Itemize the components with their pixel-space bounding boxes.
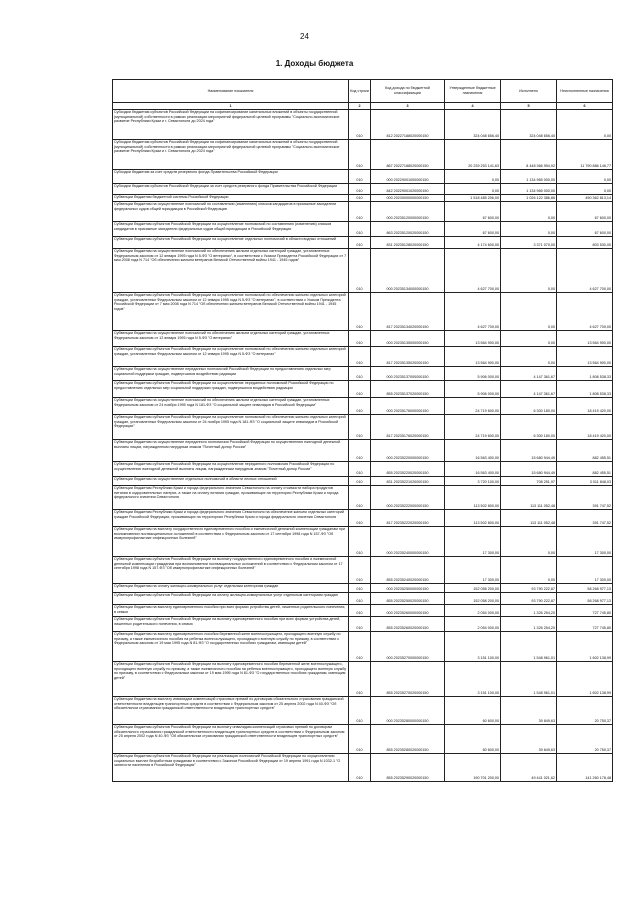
row-name-cell: Субсидии бюджетам субъектов Российской Федерации на софинансирование капитальных вложений в объекты государственной (муниципальной) собственности в рамках реализации мероприятий федеральной целевой программы "Социально-экономическое развитие Республики Крым и г. Севастополя до 2024 года" [113,110,349,140]
table-row [113,237,613,249]
row-code-cell: 010 [349,440,371,462]
row-left-cell: 58 268 977,13 [557,593,613,605]
row-left-cell: 727 745,80 [557,617,613,632]
row-code-cell: 010 [349,725,371,754]
table-row [113,222,613,237]
row-kbk-cell: 000 20235135000000150 [371,331,445,347]
row-code-cell: 010 [349,237,371,249]
row-done-cell: 0,00 [501,347,557,367]
row-kbk-cell: 000 20235260000000150 [371,605,445,617]
row-approved-cell: 113 502 800,00 [445,510,501,527]
table-row [113,195,613,202]
row-name-cell: Субвенции бюджетам субъектов Российской Федерации на выплату единовременного пособия беременной жене военнослужащего, проходящего военную службу по призыву, а также ежемесячного пособия на ребенка военнослужащего, проходящего военную службу по призыву, в соответствии с Федеральным законом от 19 мая 1995 года N 81-ФЗ "О государственных пособиях гражданам, имеющим детей" [113,662,349,697]
row-approved-cell: 17 300,00 [445,527,501,557]
row-name-cell: Субвенции бюджетам на выплату государственного единовременного пособия и ежемесячной денежной компенсации гражданам при возникновении поствакцинальных осложнений в соответствии с Федеральным законом от 17 сентября 1998 года N 157-ФЗ "Об иммунопрофилактике инфекционных болезней" [113,527,349,557]
row-done-cell: 39 849,63 [501,725,557,754]
header-left: Неисполненные назначения [557,80,613,103]
row-name-cell: Субсидии бюджетам за счет средств резервного фонда Правительства Российской Федерации [113,170,349,184]
table-row [113,202,613,222]
row-code-cell: 010 [349,486,371,510]
row-name-cell: Субвенции бюджетам субъектов Российской Федерации на выплату инвалидам компенсаций страховых премий по договорам обязательного страхования гражданской ответственности владельцев транспортных средств в соответствии с Федеральным законом от 25 апреля 2002 года N 40-ФЗ "Об обязательном страховании гражданской ответственности владельцев транспортных средств" [113,725,349,754]
row-kbk-cell: 855 20235280020000150 [371,725,445,754]
table-row [113,697,613,725]
row-code-cell: 010 [349,249,371,293]
row-approved-cell: 2 054 000,00 [445,617,501,632]
row-name-cell: Субвенции бюджетам субъектов Российской Федерации на осуществление переданного полномочия Российской Федерации по осуществлению ежегодной денежной выплаты лицам, награжденным нагрудным знаком "Почетный донор России" [113,462,349,477]
row-left-cell: 67 600,00 [557,202,613,222]
row-kbk-cell: 000 20235240000000150 [371,527,445,557]
row-code-cell: 010 [349,632,371,662]
row-kbk-cell: 000 20235280000000150 [371,697,445,725]
row-code-cell: 010 [349,593,371,605]
row-left-cell: 13 564 900,00 [557,347,613,367]
column-number: 3 [371,103,445,110]
row-name-cell: Субвенции бюджетам субъектов Российской Федерации на осуществление отдельных полномочий в области водных отношений [113,237,349,249]
row-done-cell: 708 251,97 [501,477,557,486]
row-left-cell: 1 602 138,99 [557,632,613,662]
column-number: 1 [113,103,349,110]
row-approved-cell: 13 564 900,00 [445,347,501,367]
row-left-cell: 20 750,37 [557,697,613,725]
header-done: Исполнено [501,80,557,103]
header-name: Наименование показателя [113,80,349,103]
row-done-cell: 8 448 366 994,92 [501,140,557,170]
row-done-cell: 0,00 [501,331,557,347]
income-table [112,79,613,782]
row-code-cell: 010 [349,557,371,584]
row-done-cell: 0,00 [501,557,557,584]
row-code-cell: 010 [349,527,371,557]
row-kbk-cell: 842 20229001020000150 [371,184,445,195]
row-done-cell: 1 026 122 386,86 [501,195,557,202]
row-code-cell: 010 [349,293,371,331]
table-row [113,249,613,293]
table-row [113,632,613,662]
row-kbk-cell: 855 20235260020000150 [371,617,445,632]
row-kbk-cell: 000 20235120000000150 [371,202,445,222]
row-code-cell: 010 [349,510,371,527]
row-code-cell: 010 [349,195,371,202]
row-done-cell: 113 111 052,48 [501,486,557,510]
row-left-cell: 391 747,52 [557,486,613,510]
row-left-cell: 0,00 [557,110,613,140]
row-name-cell: Субвенции бюджетам субъектов Российской Федерации на осуществление полномочий по обеспечению жильем отдельных категорий граждан, установленных Федеральным законом от 12 января 1995 года N 5-ФЗ "О ветеранах", в соответствии с Указом Президента Российской Федерации от 7 мая 2008 года N 714 "Об обеспечении жильем ветеранов Великой Отечественной войны 1941 - 1945 годов" [113,293,349,331]
header-code: Код строки [349,80,371,103]
table-row [113,367,613,381]
row-name-cell: Субвенции бюджетам на выплату единовременного пособия беременной жене военнослужащего, проходящего военную службу по призыву, а также ежемесячного пособия на ребенка военнослужащего, проходящего военную службу по призыву, в соответствии с Федеральным законом от 19 мая 1995 года N 81-ФЗ "О государственных пособиях гражданам, имеющим детей" [113,632,349,662]
row-name-cell: Субвенции бюджетам бюджетной системы Российской Федерации [113,195,349,202]
row-code-cell: 010 [349,462,371,477]
row-approved-cell: 3 151 100,00 [445,662,501,697]
table-row [113,510,613,527]
row-code-cell: 010 [349,398,371,415]
row-name-cell: Субсидии бюджетам субъектов Российской Федерации за счет средств резервного фонда Правительства Российской Федерации [113,184,349,195]
table-row [113,617,613,632]
row-kbk-cell: 855 20235250020000150 [371,593,445,605]
row-name-cell: Субвенции бюджетам Республики Крым и города федерального значения Севастополя на оплату стоимости набора продуктов питания в оздоровительных лагерях, а также на оплату питания граждан, проживающих на территории Республики Крым и города федерального значения Севастополя [113,486,349,510]
row-code-cell: 010 [349,415,371,440]
table-body [113,110,613,782]
row-code-cell: 010 [349,110,371,140]
row-approved-cell: 324 048 656,40 [445,110,501,140]
table-row [113,662,613,697]
row-left-cell: 1 602 138,99 [557,662,613,697]
table-row [113,184,613,195]
row-approved-cell: 24 719 600,00 [445,398,501,415]
row-approved-cell: 0,00 [445,170,501,184]
table-row [113,593,613,605]
row-approved-cell: 16 563 400,00 [445,462,501,477]
page-number: 24 [300,32,309,41]
row-approved-cell: 0,00 [445,184,501,195]
row-kbk-cell: 000 20235220000000150 [371,440,445,462]
row-approved-cell: 16 563 400,00 [445,440,501,462]
header-row [113,80,613,103]
table-row [113,557,613,584]
row-name-cell: Субвенции бюджетам субъектов Российской Федерации на осуществление полномочий по составлению (изменению) списков кандидатов в присяжные заседатели федеральных судов общей юрисдикции в Российской Федерации [113,222,349,237]
page-title: 1. Доходы бюджета [275,59,354,68]
column-number: 2 [349,103,371,110]
column-number: 5 [501,103,557,110]
row-code-cell: 010 [349,202,371,222]
row-kbk-cell: 000 20229001000000150 [371,170,445,184]
table-row [113,415,613,440]
table-row [113,381,613,398]
row-left-cell: 141 260 178,48 [557,754,613,782]
table-row [113,754,613,782]
row-name-cell: Субвенции бюджетам субъектов Российской Федерации на выплату единовременного пособия при всех формах устройства детей, лишенных родительского попечения, в семью [113,617,349,632]
row-left-cell: 803 530,00 [557,237,613,249]
row-code-cell: 010 [349,662,371,697]
row-left-cell: 4 627 700,00 [557,293,613,331]
row-left-cell: 4 627 700,00 [557,249,613,293]
row-name-cell: Субвенции бюджетам субъектов Российской Федерации на осуществление полномочий по обеспечению жильем отдельных категорий граждан, установленных Федеральным законом от 24 ноября 1995 года N 181-ФЗ "О социальной защите инвалидов в Российской Федерации" [113,415,349,440]
row-kbk-cell: 000 20235270000000150 [371,632,445,662]
row-name-cell: Субвенции бюджетам субъектов Российской Федерации на оплату жилищно-коммунальных услуг отдельным категориям граждан [113,593,349,605]
row-kbk-cell: 817 20235134020000150 [371,293,445,331]
row-code-cell: 010 [349,331,371,347]
row-left-cell: 391 747,52 [557,510,613,527]
row-kbk-cell: 000 20235176000000150 [371,398,445,415]
row-left-cell: 17 300,00 [557,527,613,557]
table-row [113,140,613,170]
row-done-cell: 0,00 [501,249,557,293]
row-approved-cell: 24 719 600,00 [445,415,501,440]
row-done-cell: 0,00 [501,222,557,237]
table-row [113,725,613,754]
row-kbk-cell: 000 20235250000000150 [371,584,445,593]
row-approved-cell: 152 058 200,00 [445,593,501,605]
row-done-cell: 113 111 052,48 [501,510,557,527]
header-approved: Утвержденные бюджетные назначения [445,80,501,103]
row-code-cell: 010 [349,584,371,593]
row-done-cell: 6 300 180,00 [501,415,557,440]
row-left-cell: 67 600,00 [557,222,613,237]
table-row [113,605,613,617]
row-kbk-cell: 000 20230000000000150 [371,195,445,202]
row-code-cell: 010 [349,754,371,782]
row-name-cell: Субвенции бюджетам на осуществление отдельных полномочий в области лесных отношений [113,477,349,486]
row-name-cell: Субвенции бюджетам на осуществление полномочий по обеспечению жильем отдельных категорий граждан, установленных Федеральным законом от 12 января 1995 года N 5-ФЗ "О ветеранах" [113,331,349,347]
row-kbk-cell: 855 20235240020000150 [371,557,445,584]
row-approved-cell: 1 518 485 206,00 [445,195,501,202]
row-kbk-cell: 000 20235222000000150 [371,486,445,510]
row-code-cell: 010 [349,697,371,725]
row-left-cell: 11 790 886 146,77 [557,140,613,170]
row-code-cell: 010 [349,170,371,184]
row-name-cell: Субвенции бюджетам на осуществление полномочий по обеспечению жильем отдельных категорий граждан, установленных Федеральным законом от 24 ноября 1995 года N 181-ФЗ "О социальной защите инвалидов в Российской Федерации" [113,398,349,415]
row-done-cell: 15 680 944,49 [501,440,557,462]
row-kbk-cell: 817 20235222020000150 [371,510,445,527]
table-row [113,331,613,347]
row-done-cell: 1 326 254,20 [501,617,557,632]
row-name-cell: Субвенции бюджетам на осуществление переданного полномочия Российской Федерации по осуществлению ежегодной денежной выплаты лицам, награжденным нагрудным знаком "Почетный донор России" [113,440,349,462]
row-name-cell: Субвенции бюджетам на оплату жилищно-коммунальных услуг отдельным категориям граждан [113,584,349,593]
row-name-cell: Субвенции бюджетам на осуществление полномочий по составлению (изменению) списков кандидатов в присяжные заседатели федеральных судов общей юрисдикции в Российской Федерации [113,202,349,222]
row-approved-cell: 152 058 200,00 [445,584,501,593]
row-left-cell: 13 564 900,00 [557,331,613,347]
column-number-row [113,103,613,110]
row-done-cell: 1 548 961,01 [501,632,557,662]
row-left-cell: 58 268 977,13 [557,584,613,593]
table-row [113,584,613,593]
row-done-cell: 15 680 944,49 [501,462,557,477]
row-done-cell: 3 371 070,00 [501,237,557,249]
row-kbk-cell: 831 20235221020000150 [371,477,445,486]
row-done-cell: 39 849,63 [501,697,557,725]
row-name-cell: Субвенции бюджетам на осуществление переданных полномочий Российской Федерации по предоставлению отдельных мер социальной поддержки граждан, подвергшихся воздействию радиации [113,367,349,381]
table-row [113,347,613,367]
row-done-cell: 93 790 222,87 [501,593,557,605]
row-code-cell: 010 [349,184,371,195]
row-done-cell: 93 790 222,87 [501,584,557,593]
row-approved-cell: 190 701 200,00 [445,754,501,782]
row-approved-cell: 60 600,00 [445,725,501,754]
row-code-cell: 010 [349,222,371,237]
row-approved-cell: 3 720 100,00 [445,477,501,486]
row-approved-cell: 67 600,00 [445,202,501,222]
row-name-cell: Субвенции бюджетам субъектов Российской Федерации на реализацию полномочий Российской Федерации по осуществлению социальных выплат безработным гражданам в соответствии с Законом Российской Федерации от 19 апреля 1991 года N 1032-1 "О занятости населения в Российской Федерации" [113,754,349,782]
row-left-cell: 0,00 [557,170,613,184]
row-name-cell: Субвенции бюджетам субъектов Российской Федерации на осуществление переданных полномочий Российской Федерации по предоставлению отдельных мер социальной поддержки граждан, подвергшихся воздействию радиации [113,381,349,398]
row-done-cell: 0,00 [501,527,557,557]
row-name-cell: Субвенции бюджетам на выплату единовременного пособия при всех формах устройства детей, лишенных родительского попечения, в семью [113,605,349,617]
row-done-cell: 4 147 361,67 [501,381,557,398]
row-left-cell: 18 419 420,00 [557,415,613,440]
row-approved-cell: 17 300,00 [445,557,501,584]
row-done-cell: 0,00 [501,202,557,222]
row-left-cell: 1 808 538,33 [557,367,613,381]
row-left-cell: 882 455,51 [557,440,613,462]
row-kbk-cell: 000 20235137000000150 [371,367,445,381]
row-kbk-cell: 817 20235135020000150 [371,347,445,367]
row-approved-cell: 60 600,00 [445,697,501,725]
row-approved-cell: 4 627 700,00 [445,293,501,331]
row-done-cell: 0,00 [501,293,557,331]
column-number: 4 [445,103,501,110]
row-left-cell: 18 419 420,00 [557,398,613,415]
row-approved-cell: 5 906 000,00 [445,381,501,398]
row-kbk-cell: 855 20235220020000150 [371,462,445,477]
row-left-cell: 0,00 [557,184,613,195]
row-code-cell: 010 [349,367,371,381]
row-kbk-cell: 817 20235176020000150 [371,415,445,440]
table-row [113,486,613,510]
row-left-cell: 727 745,80 [557,605,613,617]
row-kbk-cell: 855 20235137020000150 [371,381,445,398]
row-done-cell: 49 441 021,62 [501,754,557,782]
row-code-cell: 010 [349,347,371,367]
row-kbk-cell: 812 20227188020000150 [371,110,445,140]
row-approved-cell: 20 239 253 141,63 [445,140,501,170]
header-kbk: Код дохода по бюджетной классификации [371,80,445,103]
row-done-cell: 1 134 965 000,00 [501,184,557,195]
table-row [113,110,613,140]
row-done-cell: 324 048 656,40 [501,110,557,140]
row-left-cell: 1 808 538,33 [557,381,613,398]
row-done-cell: 4 147 361,67 [501,367,557,381]
row-kbk-cell: 000 20235134000000150 [371,249,445,293]
row-approved-cell: 113 502 800,00 [445,486,501,510]
row-done-cell: 6 300 180,00 [501,398,557,415]
table-row [113,462,613,477]
table-row [113,527,613,557]
row-left-cell: 17 300,00 [557,557,613,584]
row-name-cell: Субвенции бюджетам Республики Крым и города федерального значения Севастополя на обеспечение жильем отдельных категорий граждан Российской Федерации, проживающих на территориях Республики Крым и города федерального значения Севастополя [113,510,349,527]
row-kbk-cell: 863 20235120020000150 [371,222,445,237]
row-approved-cell: 5 906 000,00 [445,367,501,381]
row-done-cell: 1 134 965 000,00 [501,170,557,184]
row-approved-cell: 4 627 700,00 [445,249,501,293]
row-code-cell: 010 [349,381,371,398]
row-code-cell: 010 [349,477,371,486]
row-name-cell: Субвенции бюджетам субъектов Российской Федерации на осуществление полномочий по обеспечению жильем отдельных категорий граждан, установленных Федеральным законом от 12 января 1995 года N 5-ФЗ "О ветеранах" [113,347,349,367]
row-kbk-cell: 855 20235290020000150 [371,754,445,782]
row-left-cell: 490 362 813,14 [557,195,613,202]
row-name-cell: Субсидии бюджетам субъектов Российской Федерации на софинансирование капитальных вложений в объекты государственной (муниципальной) собственности в рамках реализации мероприятий федеральной целевой программы "Социально-экономическое развитие Республики Крым и г. Севастополя до 2024 года" [113,140,349,170]
column-number: 6 [557,103,613,110]
row-approved-cell: 4 174 600,00 [445,237,501,249]
row-left-cell: 3 011 848,03 [557,477,613,486]
table-row [113,398,613,415]
row-code-cell: 010 [349,605,371,617]
row-kbk-cell: 867 20227188020000150 [371,140,445,170]
table-row [113,477,613,486]
row-done-cell: 1 326 254,20 [501,605,557,617]
row-approved-cell: 13 564 900,00 [445,331,501,347]
row-kbk-cell: 855 20235270020000150 [371,662,445,697]
row-code-cell: 010 [349,617,371,632]
row-name-cell: Субвенции бюджетам субъектов Российской Федерации на выплату государственного единовременного пособия и ежемесячной денежной компенсации гражданам при возникновении поствакцинальных осложнений в соответствии с Федеральным законом от 17 сентября 1998 года N 157-ФЗ "Об иммунопрофилактике инфекционных болезней" [113,557,349,584]
table-row [113,170,613,184]
row-left-cell: 882 455,51 [557,462,613,477]
table-row [113,440,613,462]
row-name-cell: Субвенции бюджетам на выплату инвалидам компенсаций страховых премий по договорам обязательного страхования гражданской ответственности владельцев транспортных средств в соответствии с Федеральным законом от 25 апреля 2002 года N 40-ФЗ "Об обязательном страховании гражданской ответственности владельцев транспортных средств" [113,697,349,725]
row-approved-cell: 67 600,00 [445,222,501,237]
row-code-cell: 010 [349,140,371,170]
row-done-cell: 1 548 961,01 [501,662,557,697]
row-approved-cell: 3 151 100,00 [445,632,501,662]
row-approved-cell: 2 054 000,00 [445,605,501,617]
row-name-cell: Субвенции бюджетам на осуществление полномочий по обеспечению жильем отдельных категорий граждан, установленных Федеральным законом от 12 января 1995 года N 5-ФЗ "О ветеранах", в соответствии с Указом Президента Российской Федерации от 7 мая 2008 года N 714 "Об обеспечении жильем ветеранов Великой Отечественной войны 1941 - 1945 годов" [113,249,349,293]
row-kbk-cell: 831 20235128020000150 [371,237,445,249]
row-left-cell: 20 750,37 [557,725,613,754]
table-row [113,293,613,331]
